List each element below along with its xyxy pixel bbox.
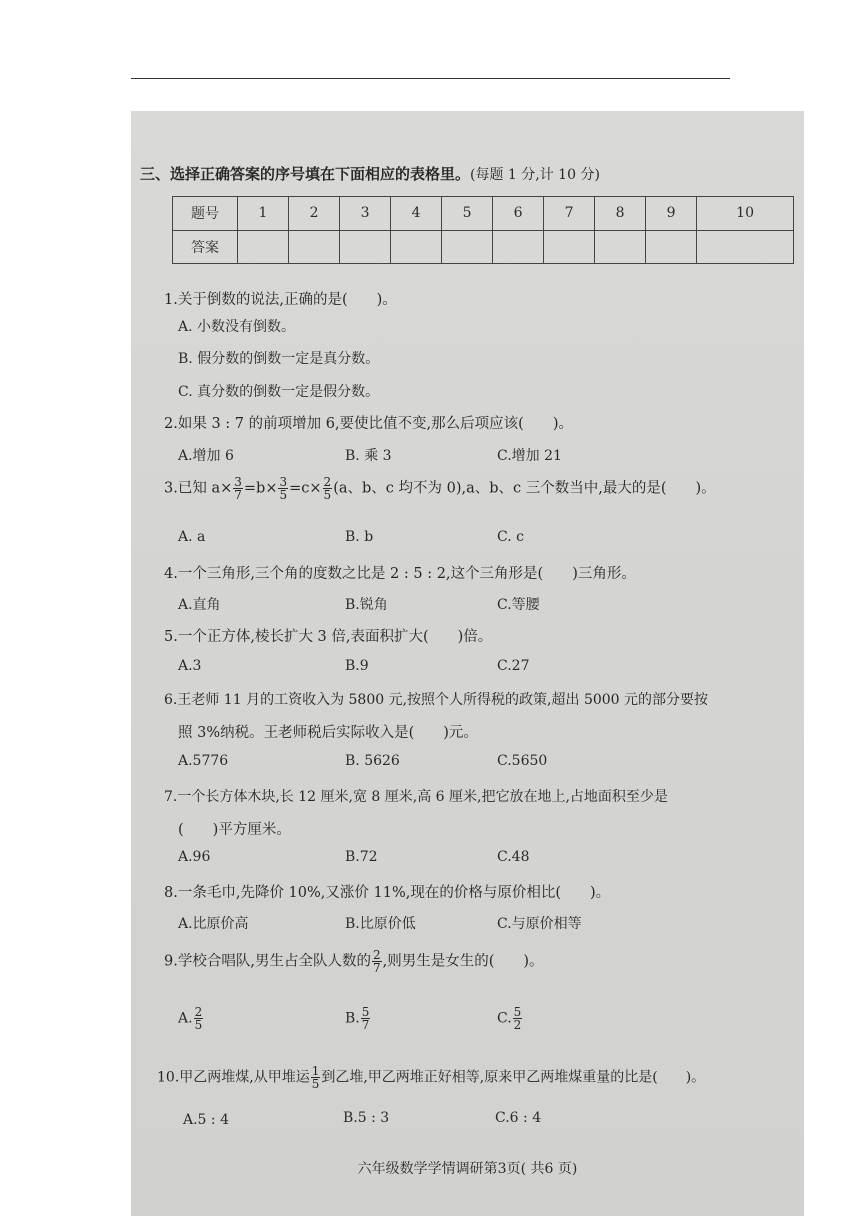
grid-number-row [173,197,794,231]
question-6-option-b: B. 5626 [345,753,400,769]
answer-cell [442,230,493,264]
answer-cell [646,230,697,264]
fraction-numerator: 2 [372,948,381,962]
question-3-option-a: A. a [178,529,206,545]
question-3-stem [164,476,716,501]
fraction-numerator: 5 [361,1005,370,1019]
question-4-option-c: C.等腰 [497,597,540,613]
grid-number: 2 [289,197,340,231]
answer-grid [172,196,794,264]
question-3-text-mid2: =c× [289,480,322,497]
grid-number: 10 [697,197,794,231]
question-9-option-a [178,1006,204,1031]
fraction-3-5 [278,476,288,501]
fraction-5-7 [361,1006,371,1031]
option-letter: C. [497,1010,512,1027]
question-10-stem [157,1065,705,1090]
section-title [140,163,600,184]
grid-number: 1 [238,197,289,231]
question-3-option-b: B. b [345,529,374,545]
question-7-line-1: 7.一个长方体木块,长 12 厘米,宽 8 厘米,高 6 厘米,把它放在地上,占地面积至少是 [164,789,668,805]
fraction-numerator: 2 [323,475,332,489]
grid-number: 3 [340,197,391,231]
question-3-text-end: (a、b、c 均不为 0),a、b、c 三个数当中,最大的是( )。 [333,480,716,497]
fraction-denominator: 7 [234,488,242,502]
grid-number: 5 [442,197,493,231]
answer-cell [391,230,442,264]
question-1-option-c: C. 真分数的倒数一定是假分数。 [178,384,380,400]
grid-number: 7 [544,197,595,231]
question-3-text-mid1: =b× [243,480,278,497]
fraction-denominator: 5 [194,1018,203,1032]
question-9-stem [164,949,544,974]
option-letter: B. [345,1010,360,1027]
question-8-option-a: A.比原价高 [178,916,249,932]
section-heading: 三、选择正确答案的序号填在下面相应的表格里。 [140,165,471,183]
grid-answer-row [173,230,794,264]
question-7-line-2: ( )平方厘米。 [178,822,291,838]
question-1-option-a: A. 小数没有倒数。 [178,319,296,335]
question-3-option-c: C. c [497,529,524,545]
question-7-option-b: B.72 [345,849,378,865]
fraction-denominator: 7 [361,1018,370,1032]
question-6-option-a: A.5776 [178,753,229,769]
question-7-option-a: A.96 [178,849,211,865]
question-10-option-c: C.6 : 4 [495,1110,542,1126]
answer-cell [238,230,289,264]
fraction-2-7 [372,949,382,974]
question-10-text-start: 10.甲乙两堆煤,从甲堆运 [157,1069,310,1086]
question-2-option-b: B. 乘 3 [345,448,392,464]
question-3-text-start: 3.已知 a× [164,480,233,497]
question-6-line-2: 照 3%纳税。王老师税后实际收入是( )元。 [178,725,478,741]
question-2-option-c: C.增加 21 [497,448,562,464]
question-8-stem: 8.一条毛巾,先降价 10%,又涨价 11%,现在的价格与原价相比( )。 [164,885,611,901]
answer-cell [340,230,391,264]
fraction-denominator: 5 [323,488,332,502]
section-score-note: (每题 1 分,计 10 分) [470,167,600,183]
question-9-text-end: ,则男生是女生的( )。 [382,953,544,970]
question-10-text-end: 到乙堆,甲乙两堆正好相等,原来甲乙两堆煤重量的比是( )。 [321,1069,706,1086]
fraction-denominator: 5 [311,1077,320,1091]
exam-page-photo [131,111,804,1216]
question-7-option-c: C.48 [497,849,530,865]
page-footer: 六年级数学学情调研第3页( 共6 页) [357,1161,578,1177]
question-10-option-a: A.5 : 4 [183,1112,229,1128]
fraction-numerator: 1 [311,1064,320,1078]
question-5-option-c: C.27 [497,658,530,674]
top-rule [131,78,730,79]
question-5-stem: 5.一个正方体,棱长扩大 3 倍,表面积扩大( )倍。 [164,629,493,645]
grid-number: 9 [646,197,697,231]
question-6-line-1: 6.王老师 11 月的工资收入为 5800 元,按照个人所得税的政策,超出 5000 元的部分要按 [164,692,709,708]
answer-cell [493,230,544,264]
question-8-option-b: B.比原价低 [345,916,416,932]
answer-cell [289,230,340,264]
fraction-numerator: 3 [234,475,242,489]
grid-number: 4 [391,197,442,231]
question-4-option-b: B.锐角 [345,597,388,613]
answer-cell [697,230,794,264]
fraction-denominator: 5 [279,488,288,502]
question-8-option-c: C.与原价相等 [497,916,582,932]
question-1-option-b: B. 假分数的倒数一定是真分数。 [178,351,380,367]
fraction-numerator: 3 [279,475,288,489]
question-4-stem: 4.一个三角形,三个角的度数之比是 2 : 5 : 2,这个三角形是( )三角形。 [164,566,636,582]
fraction-denominator: 2 [513,1018,522,1032]
question-9-option-c [497,1006,523,1031]
question-9-option-b [345,1006,371,1031]
question-2-stem: 2.如果 3 : 7 的前项增加 6,要使比值不变,那么后项应该( )。 [164,416,573,432]
fraction-numerator: 2 [194,1005,203,1019]
question-5-option-a: A.3 [178,658,202,674]
question-6-option-c: C.5650 [497,753,548,769]
fraction-5-2 [513,1006,523,1031]
fraction-2-5 [194,1006,204,1031]
question-9-text-start: 9.学校合唱队,男生占全队人数的 [164,953,371,970]
grid-number: 8 [595,197,646,231]
question-2-option-a: A.增加 6 [178,448,234,464]
question-10-option-b: B.5 : 3 [343,1110,390,1126]
grid-label-answer: 答案 [173,230,238,264]
fraction-1-5 [311,1065,321,1090]
fraction-numerator: 5 [513,1005,522,1019]
grid-number: 6 [493,197,544,231]
fraction-2-5 [323,476,333,501]
question-1-stem: 1.关于倒数的说法,正确的是( )。 [164,292,397,308]
fraction-3-7 [233,476,243,501]
option-letter: A. [178,1010,193,1027]
answer-cell [544,230,595,264]
fraction-denominator: 7 [372,961,381,975]
question-5-option-b: B.9 [345,658,369,674]
grid-label-number: 题号 [173,197,238,231]
answer-cell [595,230,646,264]
question-4-option-a: A.直角 [178,597,221,613]
